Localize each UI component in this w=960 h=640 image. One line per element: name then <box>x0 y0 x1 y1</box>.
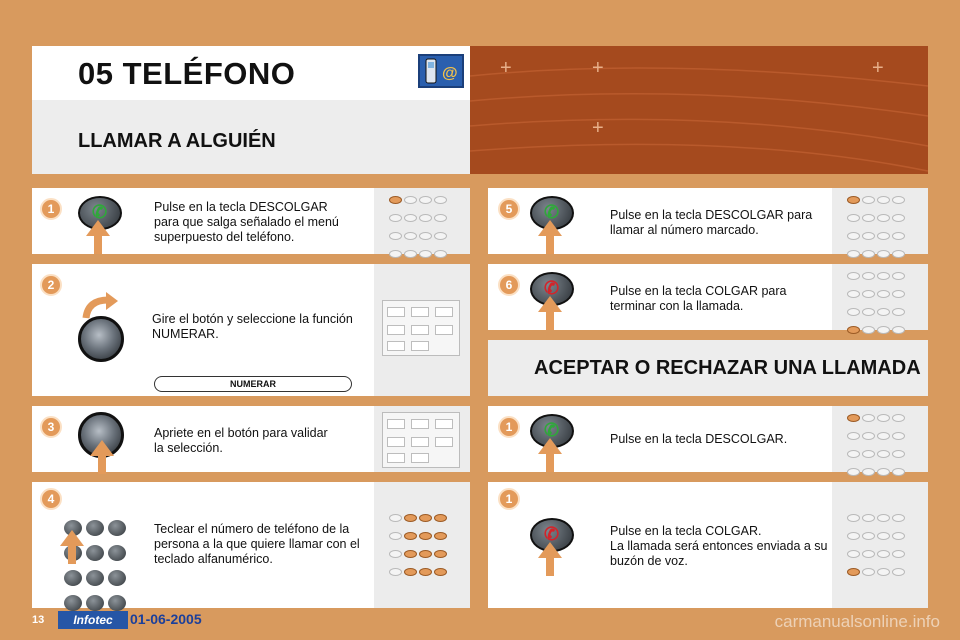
step-number-badge: 1 <box>498 416 520 438</box>
keypad-illustration <box>846 268 914 340</box>
green-handset-icon: ✆ <box>544 202 560 222</box>
radio-illustration <box>382 412 460 468</box>
watermark: carmanualsonline.info <box>774 612 940 631</box>
step-number-badge: 4 <box>40 488 62 510</box>
keypad-illustration <box>388 192 456 264</box>
step-text: Pulse en la tecla DESCOLGAR para llamar al número marcado. <box>610 208 813 237</box>
step-text: Pulse en la tecla DESCOLGAR. <box>610 432 788 446</box>
arrow-stem <box>546 234 554 254</box>
rotary-knob-illustration <box>78 316 124 362</box>
arrow-stem <box>546 556 554 576</box>
arrow-stem <box>98 454 106 474</box>
step-number-badge: 2 <box>40 274 62 296</box>
decor-plus-icon: + <box>872 57 884 79</box>
header-swirl-lines <box>470 46 928 174</box>
arrow-stem <box>546 452 554 472</box>
page-number: 13 <box>32 614 45 626</box>
arrow-stem <box>68 544 76 564</box>
step-text: Apriete en el botón para validar la selección. <box>154 426 328 455</box>
keypad-illustration <box>846 510 914 582</box>
keypad-illustration <box>388 510 456 582</box>
step-number-badge: 5 <box>498 198 520 220</box>
keypad-illustration <box>846 410 914 482</box>
section-title-accept: ACEPTAR O RECHAZAR UNA LLAMADA <box>534 357 921 379</box>
green-handset-icon: ✆ <box>544 420 560 440</box>
decor-plus-icon: + <box>500 57 512 79</box>
edition-date: 01-06-2005 <box>130 611 202 627</box>
svg-text:@: @ <box>442 65 458 82</box>
page-title: 05 TELÉFONO <box>78 56 296 91</box>
arrow-stem <box>546 310 554 330</box>
step-text: Teclear el número de teléfono de la persona a la que quiere llamar con el teclado alfanumérico. <box>154 522 360 566</box>
step-number-badge: 3 <box>40 416 62 438</box>
green-handset-icon: ✆ <box>92 202 108 222</box>
arrow-stem <box>94 234 102 254</box>
red-handset-icon: ✆ <box>544 524 560 544</box>
radio-illustration <box>382 300 460 356</box>
step-text: Pulse en la tecla COLGAR para terminar con la llamada. <box>610 284 787 313</box>
step-number-badge: 6 <box>498 274 520 296</box>
infotec-logo: Infotec <box>58 611 128 629</box>
decor-plus-icon: + <box>592 117 604 139</box>
numerar-label: NUMERAR <box>154 376 352 392</box>
section-title-call: LLAMAR A ALGUIÉN <box>78 130 276 152</box>
step-text: Gire el botón y seleccione la función NUMERAR. <box>152 312 353 341</box>
step-text: Pulse en la tecla COLGAR. La llamada será entonces enviada a su buzón de voz. <box>610 524 828 568</box>
keypad-illustration <box>846 192 914 264</box>
step-text: Pulse en la tecla DESCOLGAR para que salga señalado el menú superpuesto del teléfono. <box>154 200 339 244</box>
phone-at-icon <box>418 54 464 88</box>
red-handset-icon: ✆ <box>544 278 560 298</box>
step-number-badge: 1 <box>498 488 520 510</box>
step-number-badge: 1 <box>40 198 62 220</box>
header-decoration <box>470 46 928 174</box>
decor-plus-icon: + <box>592 57 604 79</box>
